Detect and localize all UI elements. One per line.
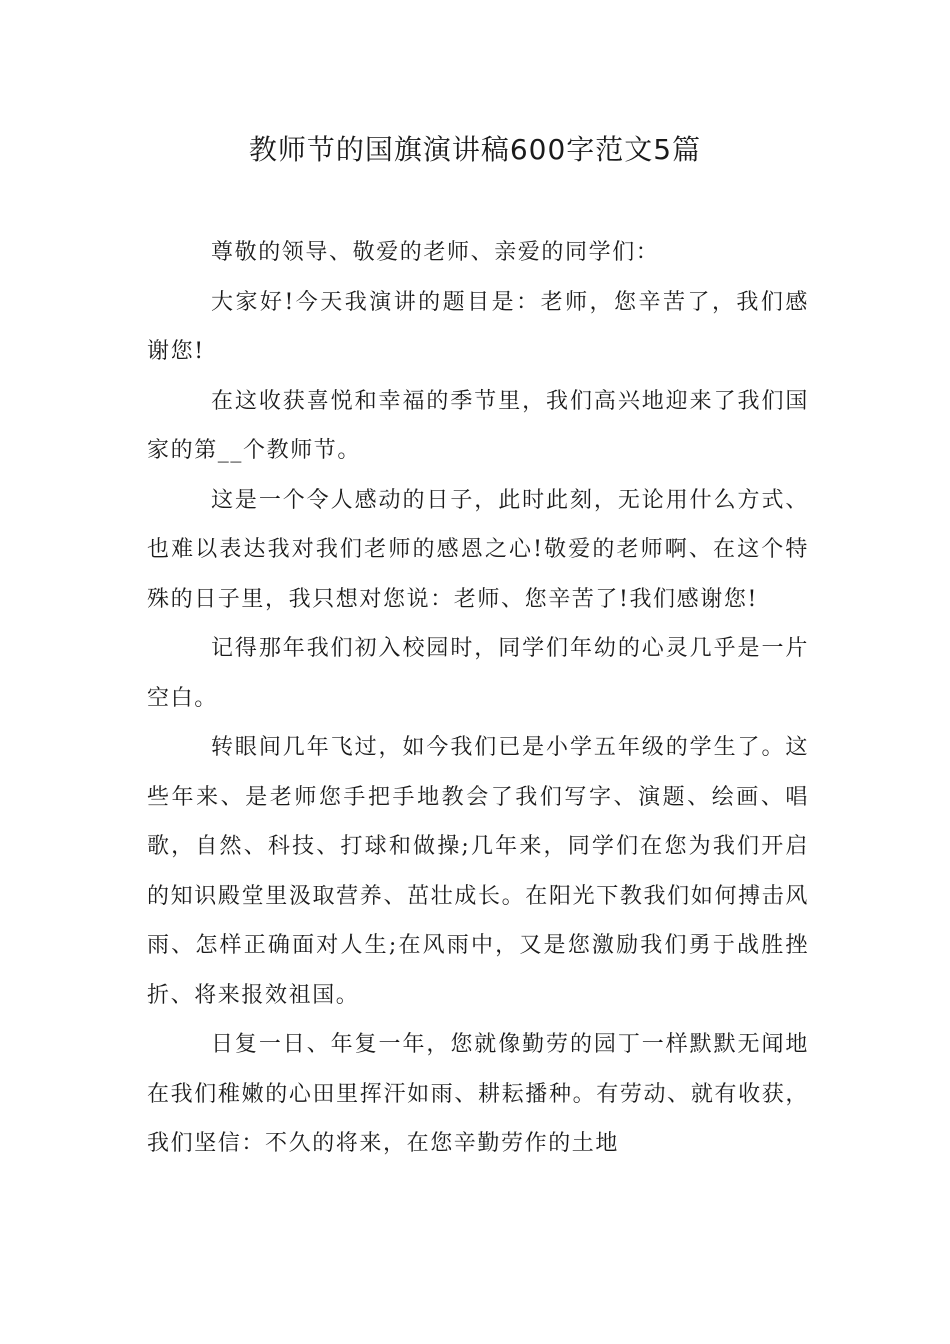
- paragraph-years: 转眼间几年飞过，如今我们已是小学五年级的学生了。这些年来、是老师您手把手地教会了我们写字、演题、绘画、唱歌，自然、科技、打球和做操;几年来，同学们在您为我们开启的知识殿堂里汲取营养、茁壮成长。在阳光下教我们如何搏击风雨、怎样正确面对人生;在风雨中，又是您激励我们勇于战胜挫折、将来报效祖国。: [147, 735, 809, 1008]
- paragraph-gardener: 日复一日、年复一年，您就像勤劳的园丁一样默默无闻地在我们稚嫩的心田里挥汗如雨、耕耘播种。有劳动、就有收获，我们坚信：不久的将来，在您辛勤劳作的土地: [147, 1032, 809, 1156]
- paragraph-topic: 大家好!今天我演讲的题目是：老师，您辛苦了，我们感谢您!: [147, 289, 809, 364]
- paragraph-memory: 记得那年我们初入校园时，同学们年幼的心灵几乎是一片空白。: [147, 636, 809, 711]
- paragraph-season: 在这收获喜悦和幸福的季节里，我们高兴地迎来了我们国家的第__个教师节。: [147, 388, 809, 463]
- paragraph-greeting: 尊敬的领导、敬爱的老师、亲爱的同学们：: [211, 240, 660, 265]
- document-title: 教师节的国旗演讲稿600字范文5篇: [248, 133, 702, 166]
- paragraph-gratitude: 这是一个令人感动的日子，此时此刻，无论用什么方式、也难以表达我对我们老师的感恩之心!敬爱的老师啊、在这个特殊的日子里，我只想对您说：老师、您辛苦了!我们感谢您!: [147, 487, 809, 612]
- document-body: [147, 228, 809, 1169]
